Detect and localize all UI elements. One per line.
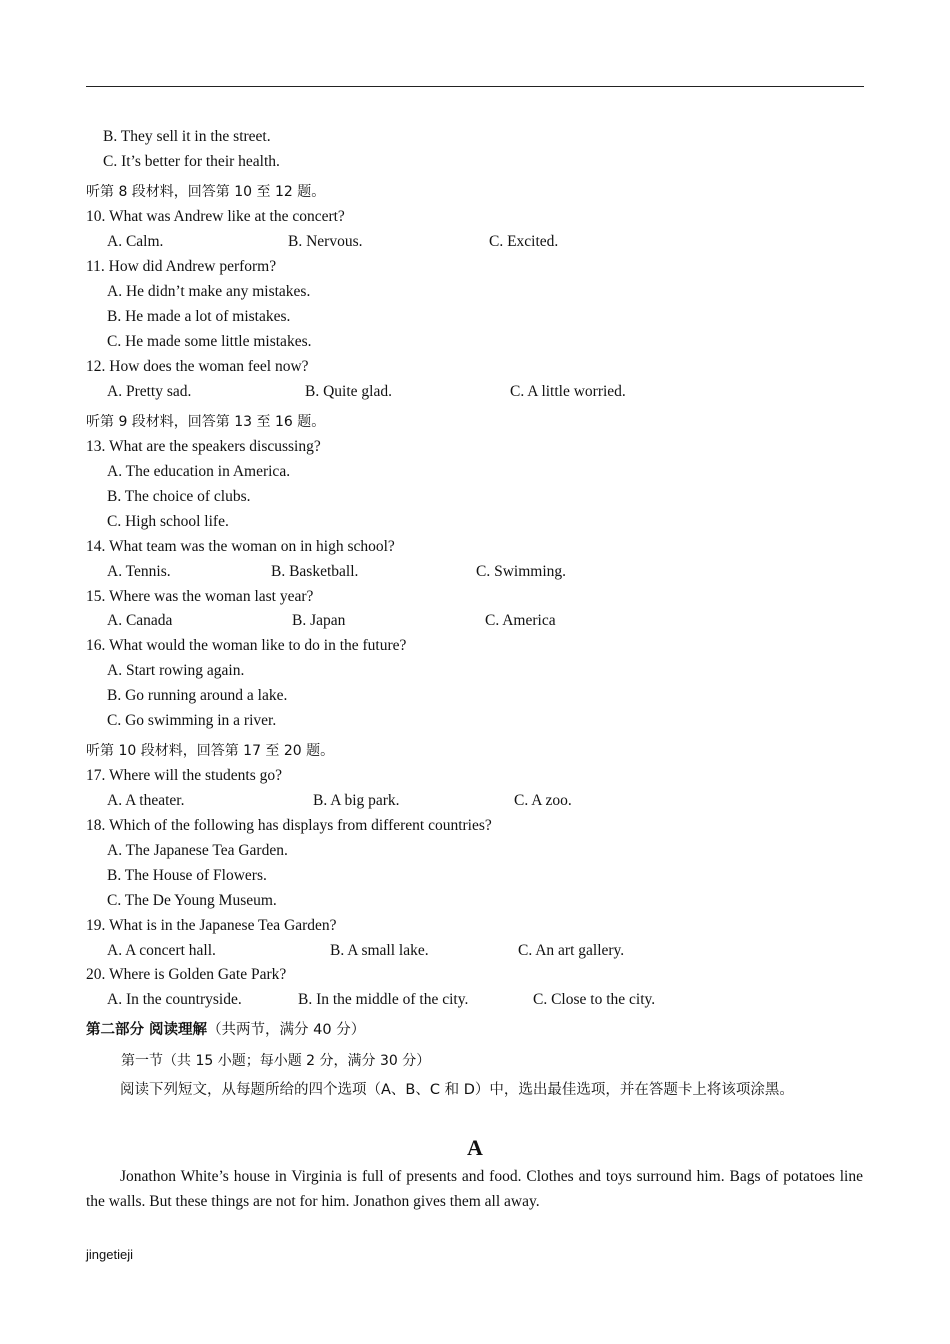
option-line: A. A theater. xyxy=(107,792,185,809)
part-heading-title: 第二部分 阅读理解 xyxy=(86,1022,208,1038)
question-18: 18. Which of the following has displays from different countries? xyxy=(86,817,492,834)
option-line: A. He didn’t make any mistakes. xyxy=(107,283,311,300)
option-line: B. Basketball. xyxy=(271,563,359,580)
option-line: A. The Japanese Tea Garden. xyxy=(107,842,288,859)
header-rule xyxy=(86,86,864,87)
option-line: C. It’s better for their health. xyxy=(103,153,280,170)
option-line: A. In the countryside. xyxy=(107,991,242,1008)
question-15: 15. Where was the woman last year? xyxy=(86,588,314,605)
option-line: A. A concert hall. xyxy=(107,942,216,959)
part-heading-note: （共两节，满分 40 分） xyxy=(207,1022,366,1038)
option-line: A. Pretty sad. xyxy=(107,383,192,400)
question-17: 17. Where will the students go? xyxy=(86,767,283,784)
listening-instruction: 听第 10 段材料，回答第 17 至 20 题。 xyxy=(86,743,335,759)
option-line: C. A little worried. xyxy=(510,383,626,400)
question-14: 14. What team was the woman on in high school? xyxy=(86,538,395,555)
passage-title: A xyxy=(467,1135,483,1160)
option-line: C. Excited. xyxy=(489,233,559,250)
option-line: C. Close to the city. xyxy=(533,991,656,1008)
option-line: A. Canada xyxy=(107,612,173,629)
option-line: B. Japan xyxy=(292,612,346,629)
option-line: B. The House of Flowers. xyxy=(107,867,267,884)
question-11: 11. How did Andrew perform? xyxy=(86,258,277,275)
question-13: 13. What are the speakers discussing? xyxy=(86,438,321,455)
listening-instruction: 听第 8 段材料，回答第 10 至 12 题。 xyxy=(86,184,326,200)
option-line: B. They sell it in the street. xyxy=(103,128,271,145)
listening-instruction: 听第 9 段材料，回答第 13 至 16 题。 xyxy=(86,414,326,430)
question-19: 19. What is in the Japanese Tea Garden? xyxy=(86,917,337,934)
question-10: 10. What was Andrew like at the concert? xyxy=(86,208,345,225)
option-line: C. The De Young Museum. xyxy=(107,892,277,909)
question-20: 20. Where is Golden Gate Park? xyxy=(86,966,287,983)
option-line: A. Tennis. xyxy=(107,563,171,580)
option-line: B. Nervous. xyxy=(288,233,363,250)
option-line: B. A small lake. xyxy=(330,942,429,959)
passage-text: Jonathon White’s house in Virginia is full of presents and food. Clothes and toys surround him. Bags of potatoes line the walls. But these things are not for him. Jonathon gives them all away. xyxy=(86,1168,863,1210)
question-16: 16. What would the woman like to do in the future? xyxy=(86,637,407,654)
section-heading: 第一节（共 15 小题；每小题 2 分，满分 30 分） xyxy=(121,1053,431,1069)
option-line: B. He made a lot of mistakes. xyxy=(107,308,291,325)
option-line: A. Start rowing again. xyxy=(107,662,245,679)
option-line: B. In the middle of the city. xyxy=(298,991,469,1008)
option-line: C. High school life. xyxy=(107,513,229,530)
option-line: B. Go running around a lake. xyxy=(107,687,288,704)
option-line: C. Go swimming in a river. xyxy=(107,712,277,729)
option-line: C. An art gallery. xyxy=(518,942,625,959)
option-line: B. A big park. xyxy=(313,792,400,809)
option-line: A. Calm. xyxy=(107,233,164,250)
option-line: C. America xyxy=(485,612,556,629)
reading-instruction: 阅读下列短文，从每题所给的四个选项（A、B、C 和 D）中，选出最佳选项，并在答题卡上将该项涂黑。 xyxy=(120,1082,794,1098)
option-line: C. Swimming. xyxy=(476,563,567,580)
option-line: B. Quite glad. xyxy=(305,383,392,400)
part-heading xyxy=(86,1020,365,1040)
option-line: C. He made some little mistakes. xyxy=(107,333,312,350)
footer-text: jingetieji xyxy=(86,1247,133,1262)
option-line: C. A zoo. xyxy=(514,792,572,809)
option-line: B. The choice of clubs. xyxy=(107,488,251,505)
question-12: 12. How does the woman feel now? xyxy=(86,358,309,375)
option-line: A. The education in America. xyxy=(107,463,291,480)
